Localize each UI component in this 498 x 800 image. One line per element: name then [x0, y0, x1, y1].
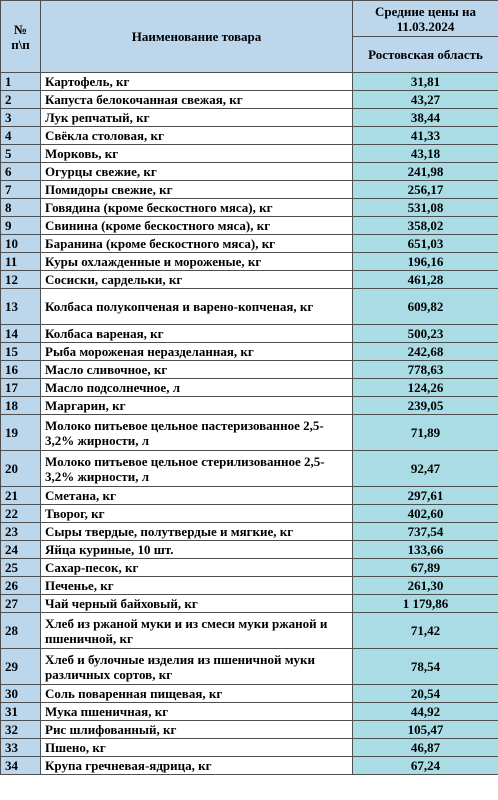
product-name: Говядина (кроме бескостного мяса), кг	[41, 199, 353, 217]
header-average-price: Средние цены на 11.03.2024	[353, 1, 498, 37]
row-number: 25	[1, 559, 41, 577]
row-number: 16	[1, 361, 41, 379]
product-name: Баранина (кроме бескостного мяса), кг	[41, 235, 353, 253]
table-row	[1, 703, 498, 721]
product-name: Рис шлифованный, кг	[41, 721, 353, 739]
product-price: 43,18	[353, 145, 498, 163]
table-row	[1, 757, 498, 775]
table-row	[1, 91, 498, 109]
product-price: 41,33	[353, 127, 498, 145]
table-row	[1, 343, 498, 361]
table-row	[1, 289, 498, 325]
product-price: 31,81	[353, 73, 498, 91]
row-number: 34	[1, 757, 41, 775]
table-row	[1, 541, 498, 559]
table-row	[1, 415, 498, 451]
table-row	[1, 721, 498, 739]
product-price: 1 179,86	[353, 595, 498, 613]
row-number: 27	[1, 595, 41, 613]
row-number: 30	[1, 685, 41, 703]
table-row	[1, 487, 498, 505]
product-name: Печенье, кг	[41, 577, 353, 595]
product-price: 44,92	[353, 703, 498, 721]
product-price: 46,87	[353, 739, 498, 757]
table-row	[1, 109, 498, 127]
product-name: Чай черный байховый, кг	[41, 595, 353, 613]
row-number: 18	[1, 397, 41, 415]
product-name: Огурцы свежие, кг	[41, 163, 353, 181]
product-price: 242,68	[353, 343, 498, 361]
row-number: 7	[1, 181, 41, 199]
product-price: 71,89	[353, 415, 498, 451]
table-row	[1, 217, 498, 235]
product-name: Капуста белокочанная свежая, кг	[41, 91, 353, 109]
product-price: 737,54	[353, 523, 498, 541]
product-name: Соль поваренная пищевая, кг	[41, 685, 353, 703]
row-number: 5	[1, 145, 41, 163]
row-number: 13	[1, 289, 41, 325]
product-name: Творог, кг	[41, 505, 353, 523]
row-number: 21	[1, 487, 41, 505]
row-number: 26	[1, 577, 41, 595]
table-row	[1, 559, 498, 577]
product-name: Куры охлажденные и мороженые, кг	[41, 253, 353, 271]
table-row	[1, 163, 498, 181]
product-price: 239,05	[353, 397, 498, 415]
header-product-name: Наименование товара	[41, 1, 353, 73]
row-number: 29	[1, 649, 41, 685]
product-price: 78,54	[353, 649, 498, 685]
product-name: Молоко питьевое цельное стерилизованное 2,5-3,2% жирности, л	[41, 451, 353, 487]
product-name: Яйца куриные, 10 шт.	[41, 541, 353, 559]
product-price: 461,28	[353, 271, 498, 289]
table-row	[1, 361, 498, 379]
product-price: 196,16	[353, 253, 498, 271]
row-number: 20	[1, 451, 41, 487]
table-row	[1, 145, 498, 163]
product-name: Сосиски, сардельки, кг	[41, 271, 353, 289]
row-number: 9	[1, 217, 41, 235]
product-name: Мука пшеничная, кг	[41, 703, 353, 721]
product-price: 256,17	[353, 181, 498, 199]
row-number: 31	[1, 703, 41, 721]
row-number: 33	[1, 739, 41, 757]
header-number: № п\п	[1, 1, 41, 73]
product-price: 402,60	[353, 505, 498, 523]
table-row	[1, 325, 498, 343]
product-price: 124,26	[353, 379, 498, 397]
row-number: 17	[1, 379, 41, 397]
product-name: Картофель, кг	[41, 73, 353, 91]
table-row	[1, 595, 498, 613]
product-price: 92,47	[353, 451, 498, 487]
product-price: 20,54	[353, 685, 498, 703]
row-number: 12	[1, 271, 41, 289]
product-price: 609,82	[353, 289, 498, 325]
table-row	[1, 505, 498, 523]
product-name: Крупа гречневая-ядрица, кг	[41, 757, 353, 775]
row-number: 6	[1, 163, 41, 181]
table-body	[1, 73, 498, 775]
product-price: 531,08	[353, 199, 498, 217]
product-name: Хлеб из ржаной муки и из смеси муки ржаной и пшеничной, кг	[41, 613, 353, 649]
product-name: Лук репчатый, кг	[41, 109, 353, 127]
product-name: Пшено, кг	[41, 739, 353, 757]
product-name: Масло сливочное, кг	[41, 361, 353, 379]
product-name: Колбаса полукопченая и варено-копченая, кг	[41, 289, 353, 325]
product-price: 500,23	[353, 325, 498, 343]
table-row	[1, 451, 498, 487]
row-number: 2	[1, 91, 41, 109]
product-name: Масло подсолнечное, л	[41, 379, 353, 397]
product-price: 778,63	[353, 361, 498, 379]
table-row	[1, 73, 498, 91]
product-name: Свёкла столовая, кг	[41, 127, 353, 145]
table-row	[1, 379, 498, 397]
product-price: 105,47	[353, 721, 498, 739]
table-row	[1, 649, 498, 685]
row-number: 32	[1, 721, 41, 739]
table-row	[1, 181, 498, 199]
row-number: 11	[1, 253, 41, 271]
table-row	[1, 739, 498, 757]
product-price: 261,30	[353, 577, 498, 595]
product-name: Хлеб и булочные изделия из пшеничной муки различных сортов, кг	[41, 649, 353, 685]
row-number: 1	[1, 73, 41, 91]
product-name: Помидоры свежие, кг	[41, 181, 353, 199]
row-number: 22	[1, 505, 41, 523]
product-price: 71,42	[353, 613, 498, 649]
row-number: 19	[1, 415, 41, 451]
table-row	[1, 685, 498, 703]
product-name: Сахар-песок, кг	[41, 559, 353, 577]
product-price: 297,61	[353, 487, 498, 505]
product-price: 241,98	[353, 163, 498, 181]
product-name: Сыры твердые, полутвердые и мягкие, кг	[41, 523, 353, 541]
product-price: 67,24	[353, 757, 498, 775]
product-price: 651,03	[353, 235, 498, 253]
product-name: Сметана, кг	[41, 487, 353, 505]
product-price: 43,27	[353, 91, 498, 109]
table-row	[1, 199, 498, 217]
table-row	[1, 523, 498, 541]
product-price: 67,89	[353, 559, 498, 577]
product-name: Маргарин, кг	[41, 397, 353, 415]
product-name: Свинина (кроме бескостного мяса), кг	[41, 217, 353, 235]
row-number: 4	[1, 127, 41, 145]
table-row	[1, 253, 498, 271]
row-number: 8	[1, 199, 41, 217]
table-row	[1, 577, 498, 595]
row-number: 15	[1, 343, 41, 361]
table-row	[1, 235, 498, 253]
product-price: 133,66	[353, 541, 498, 559]
header-region: Ростовская область	[353, 37, 498, 73]
product-name: Молоко питьевое цельное пастеризованное 2,5-3,2% жирности, л	[41, 415, 353, 451]
table-row	[1, 127, 498, 145]
row-number: 3	[1, 109, 41, 127]
row-number: 10	[1, 235, 41, 253]
product-name: Морковь, кг	[41, 145, 353, 163]
product-price: 358,02	[353, 217, 498, 235]
table-row	[1, 613, 498, 649]
product-price: 38,44	[353, 109, 498, 127]
product-name: Колбаса вареная, кг	[41, 325, 353, 343]
table-row	[1, 271, 498, 289]
table-row	[1, 397, 498, 415]
product-name: Рыба мороженая неразделанная, кг	[41, 343, 353, 361]
row-number: 14	[1, 325, 41, 343]
row-number: 28	[1, 613, 41, 649]
row-number: 24	[1, 541, 41, 559]
row-number: 23	[1, 523, 41, 541]
table-header	[1, 1, 498, 73]
